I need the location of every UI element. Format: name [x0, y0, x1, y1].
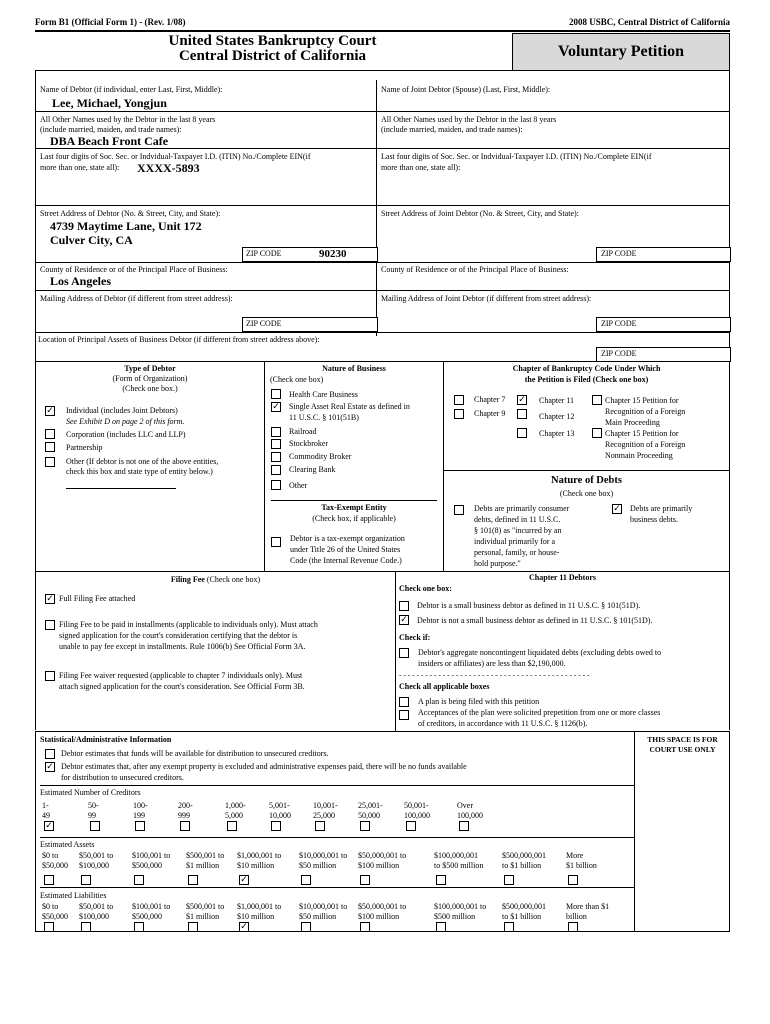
other-entity-line[interactable]	[66, 488, 176, 489]
creditors-checkbox[interactable]	[44, 821, 54, 831]
creditors-checkbox[interactable]	[406, 821, 416, 831]
assets-checkbox[interactable]	[568, 875, 578, 885]
joint-other-names-label: All Other Names used by the Debtor in the last 8 years	[381, 115, 557, 124]
assets-range-label: $500,001 to	[186, 851, 225, 860]
creditors-checkbox[interactable]	[227, 821, 237, 831]
chapter-11-label: Chapter 11	[539, 396, 575, 405]
debtor-ssn[interactable]: XXXX-5893	[137, 161, 200, 175]
railroad-label: Railroad	[289, 427, 317, 436]
joint-mailing-zip-label: ZIP CODE	[601, 319, 637, 328]
liabilities-range-label: $500,000,001	[502, 902, 546, 911]
assets-checkbox[interactable]	[504, 875, 514, 885]
business-debts-label-2: business debts.	[630, 515, 678, 524]
acceptances-label-2: of creditors, in accordance with 11 U.S.C. § 1126(b).	[418, 719, 588, 728]
type-title: Type of Debtor	[124, 364, 176, 373]
chapter-13-checkbox[interactable]	[517, 428, 527, 438]
chapter-15-nonmain-label: Chapter 15 Petition for	[605, 429, 679, 438]
creditors-range-label: 1-	[42, 801, 49, 810]
chapter-15-main-label: Chapter 15 Petition for	[605, 396, 679, 405]
not-small-business-label: Debtor is not a small business debtor as defined in 11 U.S.C. § 101(51D).	[417, 616, 653, 625]
chapter-15-nonmain-checkbox[interactable]	[592, 428, 602, 438]
business-debts-checkbox[interactable]	[612, 504, 622, 514]
joint-ssn-label: Last four digits of Soc. Sec. or Indvidual-Taxpayer I.D. (ITIN) No./Complete EIN(if	[381, 152, 652, 161]
chapter-12-checkbox[interactable]	[517, 409, 527, 419]
plan-filed-checkbox[interactable]	[399, 697, 409, 707]
chapter-15-main-checkbox[interactable]	[592, 395, 602, 405]
no-funds-label: Debtor estimates that, after any exempt property is excluded and administrative expenses paid, there will be no funds available	[61, 762, 467, 771]
tax-exempt-line-1: Debtor is a tax-exempt organization	[290, 534, 405, 543]
individual-label: Individual (includes Joint Debtors)	[66, 406, 178, 415]
assets-checkbox[interactable]	[81, 875, 91, 885]
not-small-business-checkbox[interactable]	[399, 615, 409, 625]
debtor-street-1[interactable]: 4739 Maytime Lane, Unit 172	[50, 219, 202, 233]
other-entity-label: Other (If debtor is not one of the above entities,	[66, 457, 219, 466]
joint-county-label: County of Residence or of the Principal Place of Business:	[381, 265, 569, 274]
installments-checkbox[interactable]	[45, 620, 55, 630]
filing-fee-title: Filing Fee	[170, 575, 205, 584]
liabilities-range-label: $100,000	[79, 912, 109, 921]
assets-range-label: $0 to	[42, 851, 59, 860]
filing-fee-sub: (Check one box)	[206, 575, 261, 584]
business-debts-label: Debts are primarily	[630, 504, 693, 513]
mailing-zip-label: ZIP CODE	[246, 319, 282, 328]
joint-name-label: Name of Joint Debtor (Spouse) (Last, First, Middle):	[381, 85, 551, 94]
court-use-only-2: COURT USE ONLY	[649, 745, 716, 754]
tax-exempt-line-3: Code (the Internal Revenue Code.)	[290, 556, 402, 565]
joint-mailing-zip-box[interactable]	[596, 317, 731, 332]
creditors-range-label: 199	[133, 811, 145, 820]
liabilities-range-label: $100 million	[358, 912, 400, 921]
assets-checkbox[interactable]	[44, 875, 54, 885]
ch11-check-if: Check if:	[399, 633, 431, 642]
creditors-range-label: 5,000	[225, 811, 243, 820]
funds-available-checkbox[interactable]	[45, 749, 55, 759]
assets-range-label: $50 million	[299, 861, 337, 870]
assets-range-label: to $1 billion	[502, 861, 542, 870]
assets-range-label: $50,000	[42, 861, 68, 870]
small-business-checkbox[interactable]	[399, 601, 409, 611]
chapter-title-2: the Petition is Filed (Check one box)	[524, 375, 649, 384]
creditors-checkbox[interactable]	[271, 821, 281, 831]
assets-range-label: $100,000,001	[434, 851, 478, 860]
debtor-zip-box[interactable]	[242, 247, 378, 262]
no-funds-checkbox[interactable]	[45, 762, 55, 772]
type-sub2: (Check one box.)	[122, 384, 178, 393]
assets-checkbox[interactable]	[436, 875, 446, 885]
chapter-15-main-label-3: Main Proceeding	[605, 418, 660, 427]
chapter-15-nonmain-label-2: Recognition of a Foreign	[605, 440, 686, 449]
railroad-checkbox[interactable]	[271, 427, 281, 437]
creditors-range-label: 10,001-	[313, 801, 338, 810]
liabilities-range-label: $1,000,001 to	[237, 902, 282, 911]
debtor-name-label: Name of Debtor (if individual, enter Last, First, Middle):	[40, 85, 223, 94]
debts-title: Nature of Debts	[551, 475, 622, 486]
creditors-range-label: 200-	[178, 801, 193, 810]
other-entity-checkbox[interactable]	[45, 457, 55, 467]
small-business-label: Debtor is a small business debtor as defined in 11 U.S.C. § 101(51D).	[417, 601, 641, 610]
chapter-11-checkbox[interactable]	[517, 395, 527, 405]
consumer-debts-checkbox[interactable]	[454, 505, 464, 515]
installments-label: Filing Fee to be paid in installments (applicable to individuals only). Must attach	[59, 620, 318, 629]
creditors-range-label: 50-	[88, 801, 99, 810]
assets-range-label: $1 million	[186, 861, 220, 870]
district-year: 2008 USBC, Central District of California	[569, 17, 730, 27]
debtor-zip: 90230	[319, 248, 347, 260]
liabilities-range-label: $500 million	[434, 912, 476, 921]
ch11-check-all: Check all applicable boxes	[399, 682, 490, 691]
liabilities-range-label: $50 million	[299, 912, 337, 921]
creditors-range-label: 50,000	[358, 811, 380, 820]
creditors-range-label: 25,000	[313, 811, 335, 820]
installments-label-2: signed application for the court's consideration certifying that the debtor is	[59, 631, 298, 640]
mailing-label: Mailing Address of Debtor (if different from street address):	[40, 294, 233, 303]
debtor-other-names[interactable]: DBA Beach Front Cafe	[50, 134, 169, 148]
business-title: Nature of Business	[322, 364, 386, 373]
ssn-label-2: more than one, state all):	[40, 163, 120, 172]
individual-checkbox[interactable]	[45, 406, 55, 416]
other-business-label: Other	[289, 481, 308, 490]
partnership-label: Partnership	[66, 443, 103, 452]
creditors-range-label: 1,000-	[225, 801, 246, 810]
ssn-label: Last four digits of Soc. Sec. or Indvidual-Taxpayer I.D. (ITIN) No./Complete EIN(if	[40, 152, 311, 161]
liabilities-range-label: $50,000,001 to	[358, 902, 407, 911]
mailing-zip-box[interactable]	[242, 317, 378, 332]
clearing-checkbox[interactable]	[271, 465, 281, 475]
assets-range-label: $50,001 to	[79, 851, 114, 860]
chapter-7-label: Chapter 7	[474, 395, 506, 404]
fee-waiver-label: Filing Fee waiver requested (applicable to chapter 7 individuals only). Must	[59, 671, 303, 680]
creditors-range-label: 100,000	[457, 811, 483, 820]
single-asset-label-2: 11 U.S.C. § 101(51B)	[289, 413, 359, 422]
creditors-checkbox[interactable]	[135, 821, 145, 831]
creditors-checkbox[interactable]	[459, 821, 469, 831]
street-label: Street Address of Debtor (No. & Street, City, and State):	[40, 209, 221, 218]
acceptances-label: Acceptances of the plan were solicited prepetition from one or more classes	[418, 708, 661, 717]
assets-checkbox[interactable]	[360, 875, 370, 885]
debtor-street-2[interactable]: Culver City, CA	[50, 233, 133, 247]
single-asset-label: Single Asset Real Estate as defined in	[289, 402, 410, 411]
assets-range-label: $10,000,001 to	[299, 851, 348, 860]
chapter-7-checkbox[interactable]	[454, 395, 464, 405]
chapter-12-label: Chapter 12	[539, 412, 575, 421]
ch11-title: Chapter 11 Debtors	[529, 573, 596, 582]
chapter-15-nonmain-label-3: Nonmain Proceeding	[605, 451, 673, 460]
assets-range-label: $10 million	[237, 861, 275, 870]
individual-note: See Exhibit D on page 2 of this form.	[66, 417, 185, 426]
health-checkbox[interactable]	[271, 389, 281, 399]
creditors-range-label: 100,000	[404, 811, 430, 820]
plan-filed-label: A plan is being filed with this petition	[418, 697, 540, 706]
stockbroker-label: Stockbroker	[289, 439, 329, 448]
creditors-range-label: 49	[42, 811, 50, 820]
creditors-label: Estimated Number of Creditors	[40, 788, 141, 797]
aggregate-debts-label-2: insiders or affiliates) are less than $2,190,000.	[418, 659, 566, 668]
aggregate-debts-checkbox[interactable]	[399, 648, 409, 658]
statistical-title: Statistical/Administrative Information	[40, 735, 172, 744]
assets-range-label: $500,000,001	[502, 851, 546, 860]
creditors-checkbox[interactable]	[90, 821, 100, 831]
creditors-range-label: 10,000	[269, 811, 291, 820]
creditors-checkbox[interactable]	[180, 821, 190, 831]
assets-label: Estimated Assets	[40, 840, 95, 849]
tax-exempt-checkbox[interactable]	[271, 537, 281, 547]
court-title: United States Bankruptcy Court	[168, 33, 377, 49]
creditors-range-label: 999	[178, 811, 190, 820]
business-sub: (Check one box)	[270, 375, 324, 384]
commodity-label: Commodity Broker	[289, 452, 352, 461]
partnership-checkbox[interactable]	[45, 442, 55, 452]
ch11-separator: - - - - - - - - - - - - - - - - - - - - - - - - - - - - - - - - - - - - - - - - - - - -	[399, 670, 590, 679]
full-fee-checkbox[interactable]	[45, 594, 55, 604]
assets-checkbox[interactable]	[301, 875, 311, 885]
aggregate-debts-label: Debtor's aggregate noncontingent liquidated debts (excluding debts owed to	[418, 648, 662, 657]
liabilities-range-label: $50,000	[42, 912, 68, 921]
commodity-checkbox[interactable]	[271, 452, 281, 462]
creditors-checkbox[interactable]	[315, 821, 325, 831]
chapter-9-checkbox[interactable]	[454, 409, 464, 419]
funds-available-label: Debtor estimates that funds will be available for distribution to unsecured creditors.	[61, 749, 329, 758]
assets-range-label: $100,000	[79, 861, 109, 870]
location-zip-label: ZIP CODE	[601, 349, 637, 358]
creditors-checkbox[interactable]	[360, 821, 370, 831]
joint-ssn-label-2: more than one, state all):	[381, 163, 461, 172]
liabilities-range-label: More than $1	[566, 902, 610, 911]
consumer-debts-label: Debts are primarily consumer	[474, 504, 570, 513]
location-label: Location of Principal Assets of Business Debtor (if different from street address above):	[38, 335, 320, 344]
assets-range-label: More	[566, 851, 584, 860]
assets-range-label: $50,000,001 to	[358, 851, 407, 860]
no-funds-label-2: for distribution to unsecured creditors.	[61, 773, 184, 782]
assets-checkbox[interactable]	[134, 875, 144, 885]
clearing-label: Clearing Bank	[289, 465, 336, 474]
county-label: County of Residence or of the Principal Place of Business:	[40, 265, 228, 274]
assets-range-label: $1,000,001 to	[237, 851, 282, 860]
consumer-debts-label-6: hold purpose."	[474, 559, 521, 568]
other-entity-label-2: check this box and state type of entity below.)	[66, 467, 213, 476]
ch11-check-one: Check one box:	[399, 584, 452, 593]
acceptances-checkbox[interactable]	[399, 710, 409, 720]
liabilities-range-label: $10 million	[237, 912, 275, 921]
creditors-range-label: 100-	[133, 801, 148, 810]
other-names-label-2: (include married, maiden, and trade names):	[40, 125, 182, 134]
tax-exempt-sub: (Check box, if applicable)	[312, 514, 396, 523]
creditors-range-label: 50,001-	[404, 801, 429, 810]
creditors-range-label: 25,001-	[358, 801, 383, 810]
fee-waiver-checkbox[interactable]	[45, 671, 55, 681]
debts-sub: (Check one box)	[559, 489, 614, 498]
stockbroker-checkbox[interactable]	[271, 439, 281, 449]
consumer-debts-label-2: debts, defined in 11 U.S.C.	[474, 515, 561, 524]
form-id: Form B1 (Official Form 1) - (Rev. 1/08)	[35, 17, 186, 27]
liabilities-range-label: to $1 billion	[502, 912, 542, 921]
type-sub: (Form of Organization)	[112, 374, 188, 383]
consumer-debts-label-4: individual primarily for a	[474, 537, 556, 546]
liabilities-range-label: $0 to	[42, 902, 59, 911]
joint-mailing-label: Mailing Address of Joint Debtor (if different from street address):	[381, 294, 592, 303]
assets-checkbox[interactable]	[239, 875, 249, 885]
fee-waiver-label-2: attach signed application for the court's consideration. See Official Form 3B.	[59, 682, 305, 691]
liabilities-range-label: $100,001 to	[132, 902, 171, 911]
assets-range-label: $500,000	[132, 861, 162, 870]
chapter-15-main-label-2: Recognition of a Foreign	[605, 407, 686, 416]
chapter-13-label: Chapter 13	[539, 429, 575, 438]
corporation-label: Corporation (includes LLC and LLP)	[66, 430, 186, 439]
creditors-range-label: 5,001-	[269, 801, 290, 810]
full-fee-label: Full Filing Fee attached	[59, 594, 136, 603]
creditors-range-label: 99	[88, 811, 96, 820]
zip-label: ZIP CODE	[246, 249, 282, 258]
chapter-title: Chapter of Bankruptcy Code Under Which	[512, 364, 661, 373]
liabilities-range-label: billion	[566, 912, 587, 921]
health-label: Health Care Business	[289, 390, 358, 399]
other-business-checkbox[interactable]	[271, 480, 281, 490]
assets-checkbox[interactable]	[188, 875, 198, 885]
liabilities-range-label: $100,000,001 to	[434, 902, 487, 911]
joint-other-names-label-2: (include married, maiden, and trade names):	[381, 125, 523, 134]
joint-street-label: Street Address of Joint Debtor (No. & Street, City, and State):	[381, 209, 579, 218]
debtor-name[interactable]: Lee, Michael, Yongjun	[52, 96, 167, 110]
debtor-county[interactable]: Los Angeles	[50, 274, 112, 288]
consumer-debts-label-5: personal, family, or house-	[474, 548, 560, 557]
single-asset-checkbox[interactable]	[271, 402, 281, 412]
court-use-only: THIS SPACE IS FOR	[647, 735, 718, 744]
location-zip-box[interactable]	[596, 347, 731, 362]
tax-exempt-line-2: under Title 26 of the United States	[290, 545, 401, 554]
installments-label-3: unable to pay fee except in installments. Rule 1006(b) See Official Form 3A.	[59, 642, 306, 651]
creditors-range-label: Over	[457, 801, 473, 810]
petition-title: Voluntary Petition	[512, 33, 730, 71]
joint-zip-label: ZIP CODE	[601, 249, 637, 258]
assets-range-label: $1 billion	[566, 861, 597, 870]
court-district: Central District of California	[178, 48, 367, 64]
tax-exempt-title: Tax-Exempt Entity	[321, 503, 387, 512]
liabilities-range-label: $50,001 to	[79, 902, 114, 911]
joint-zip-box[interactable]	[596, 247, 731, 262]
liabilities-range-label: $1 million	[186, 912, 220, 921]
assets-range-label: $100,001 to	[132, 851, 171, 860]
liabilities-range-label: $500,000	[132, 912, 162, 921]
consumer-debts-label-3: § 101(8) as "incurred by an	[474, 526, 562, 535]
corporation-checkbox[interactable]	[45, 429, 55, 439]
liabilities-range-label: $10,000,001 to	[299, 902, 348, 911]
liabilities-range-label: $500,001 to	[186, 902, 225, 911]
chapter-9-label: Chapter 9	[474, 409, 506, 418]
assets-range-label: to $500 million	[434, 861, 484, 870]
assets-range-label: $100 million	[358, 861, 400, 870]
other-names-label: All Other Names used by the Debtor in the last 8 years	[40, 115, 216, 124]
liabilities-label: Estimated Liabilities	[40, 891, 107, 900]
